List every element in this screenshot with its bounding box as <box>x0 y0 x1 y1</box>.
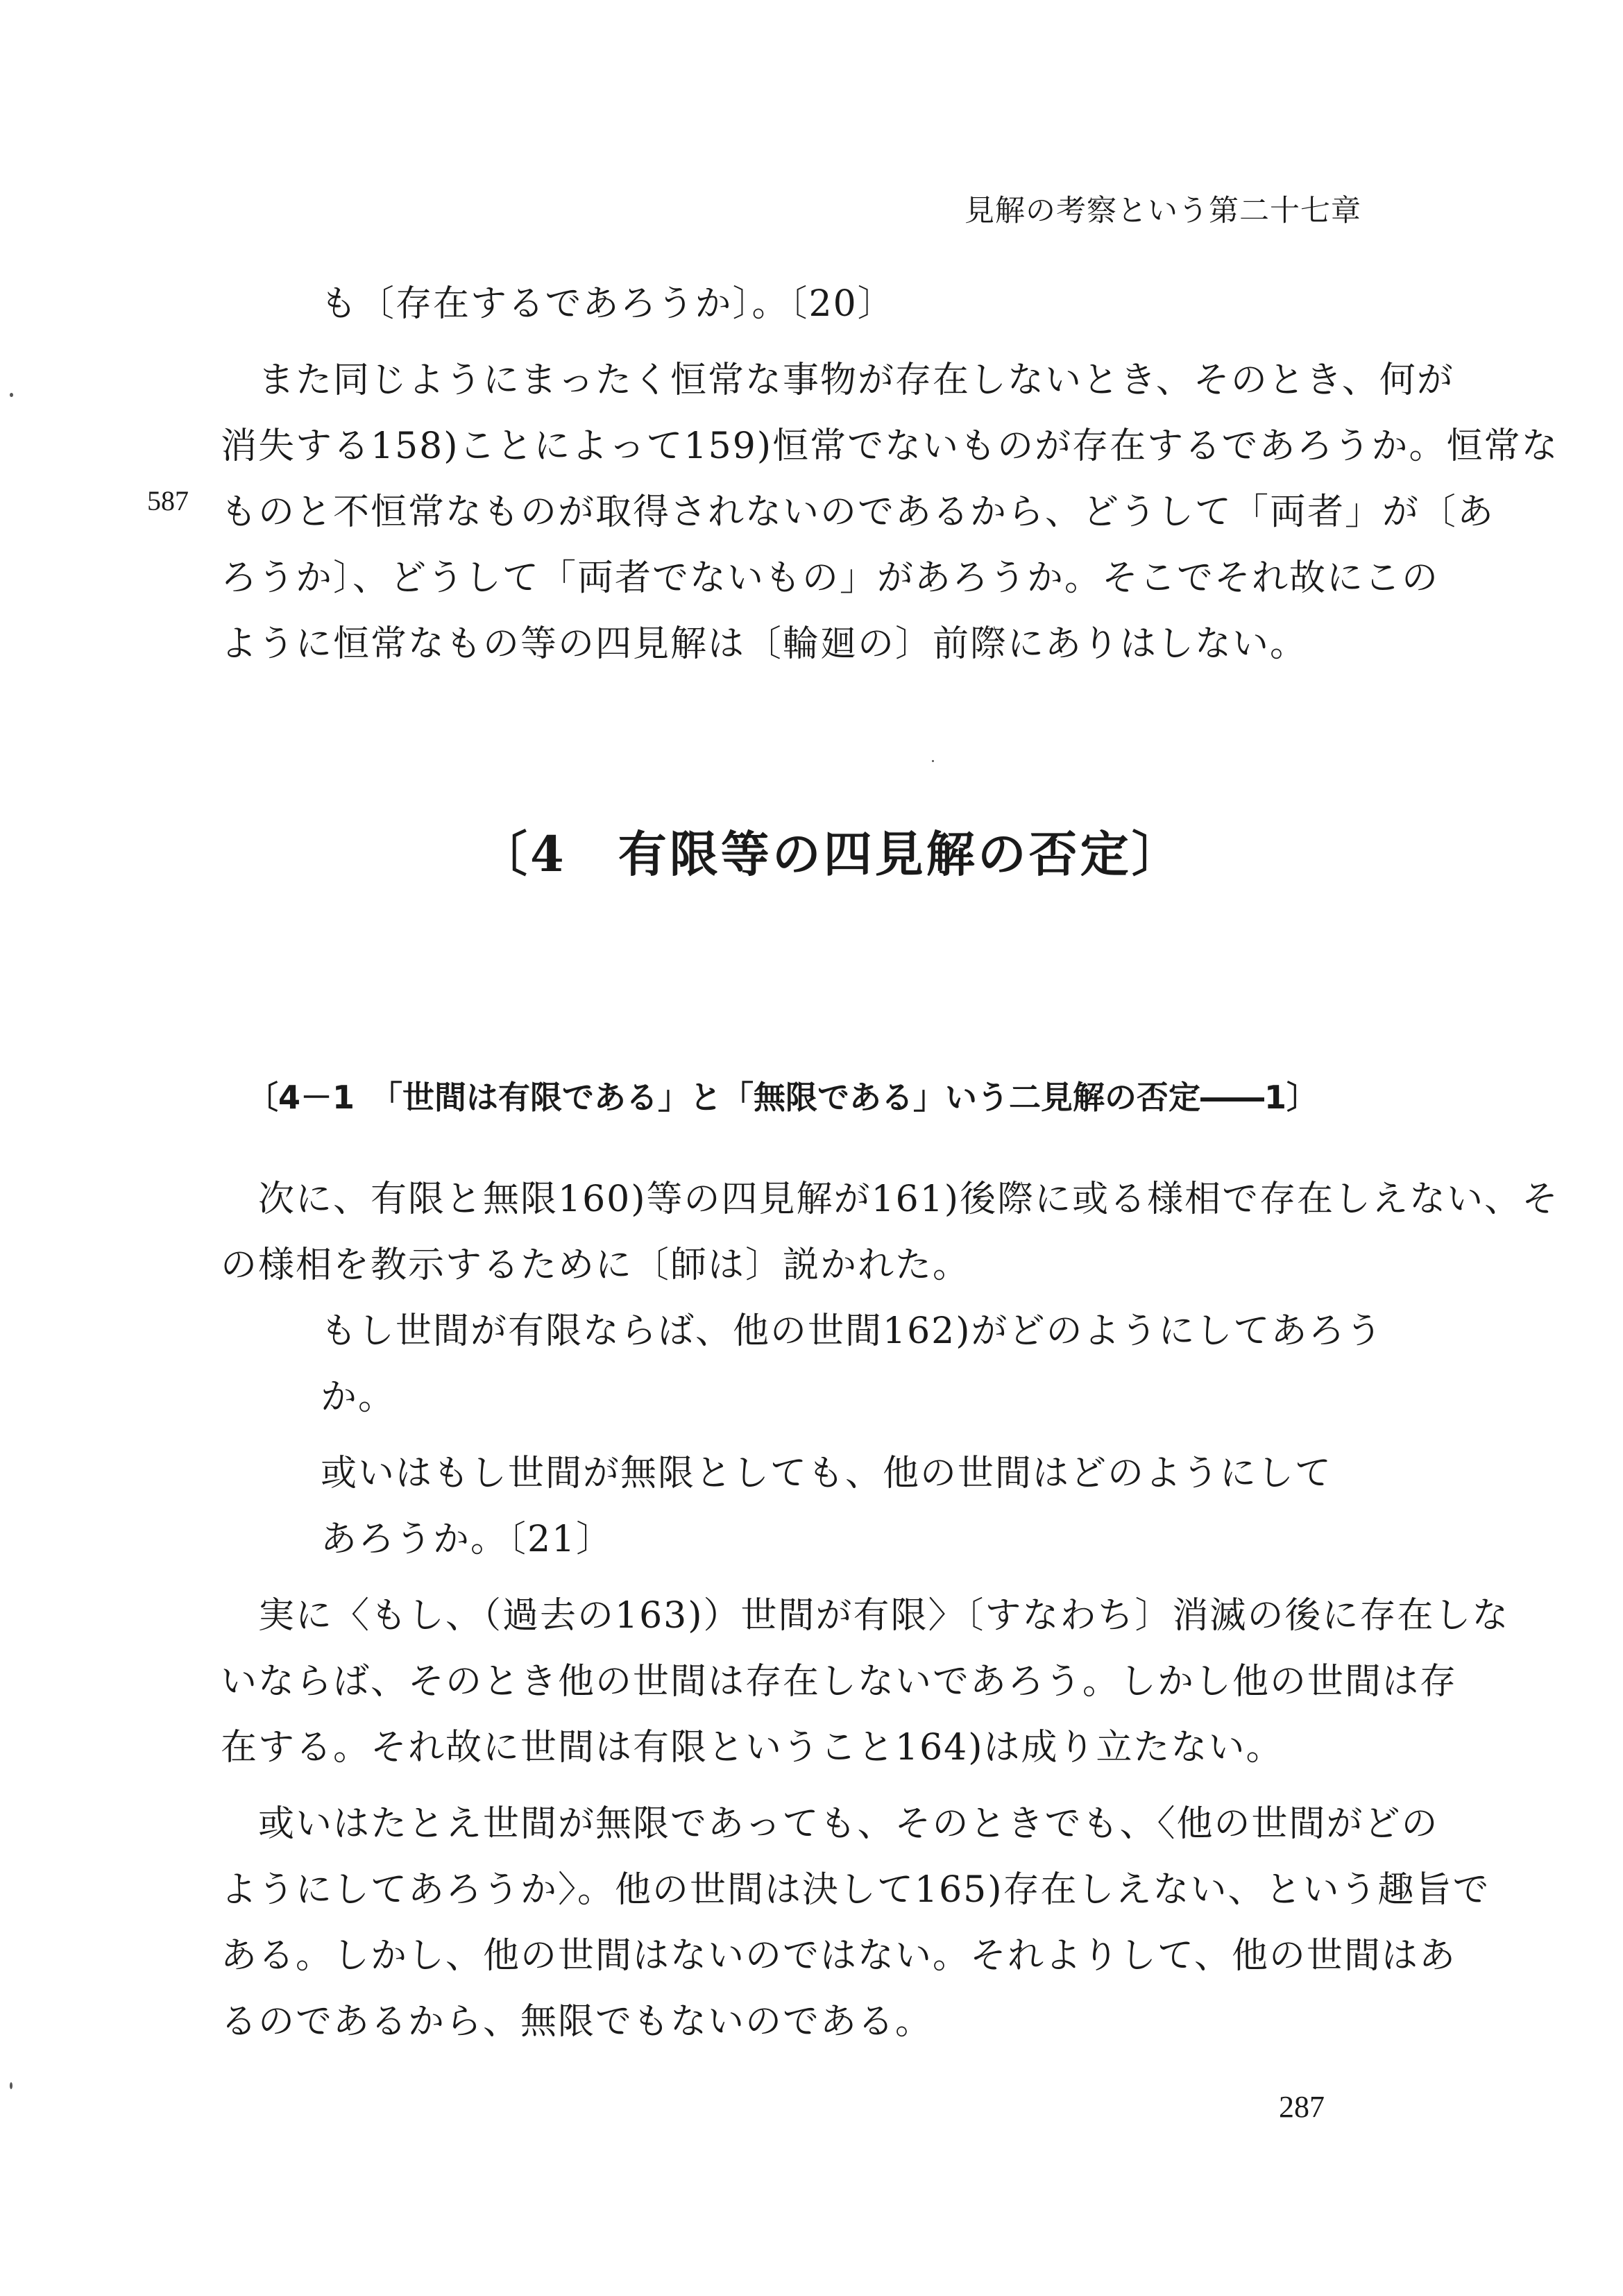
verse-line: あろうか。〔21〕 <box>321 1519 614 1560</box>
text-line: 実に〈もし、（過去の163)）世間が有限〉〔すなわち〕消滅の後に存在しな <box>221 1595 1510 1637</box>
verse-line: 或いはもし世間が無限としても、他の世間はどのようにして <box>321 1453 1333 1494</box>
verse-line: か。 <box>321 1376 396 1418</box>
text-line: ものと不恒常なものが取得されないのであるから、どうして「両者」が〔あ <box>221 491 1495 533</box>
sub-heading: 〔4－1 「世間は有限である」と「無限である」いう二見解の否定――1〕 <box>246 1079 1319 1116</box>
verse-line: もし世間が有限ならば、他の世間162)がどのようにしてあろう <box>321 1310 1384 1352</box>
text-line: いならば、そのとき他の世間は存在しないであろう。しかし他の世間は存 <box>221 1661 1458 1703</box>
scan-speck <box>932 760 934 762</box>
text-line: ようにしてあろうか〉。他の世間は決して165)存在しえない、という趣旨で <box>221 1869 1490 1911</box>
section-heading: 〔4 有限等の四見解の否定〕 <box>479 825 1183 883</box>
text-line: ように恒常なもの等の四見解は〔輪廻の〕前際にありはしない。 <box>221 623 1308 665</box>
text-line: また同じようにまったく恒常な事物が存在しないとき、そのとき、何が <box>221 360 1454 401</box>
text-line: ある。しかし、他の世間はないのではない。それよりして、他の世間はあ <box>221 1935 1456 1977</box>
text-line: るのであるから、無限でもないのである。 <box>221 2001 933 2043</box>
text-line: 或いはたとえ世間が無限であっても、そのときでも、〈他の世間がどの <box>221 1803 1439 1845</box>
margin-line-number: 587 <box>147 485 189 516</box>
text-line: の様相を教示するために〔師は〕説かれた。 <box>221 1244 971 1286</box>
text-line: も〔存在するであろうか〕。〔20〕 <box>321 283 895 325</box>
scan-speck <box>10 393 13 397</box>
text-line: ろうか〕、どうして「両者でないもの」があろうか。そこでそれ故にこの <box>221 557 1440 599</box>
page-number: 287 <box>1279 2090 1325 2124</box>
text-line: 在する。それ故に世間は有限ということ164)は成り立たない。 <box>221 1727 1284 1769</box>
scan-speck <box>10 2082 12 2089</box>
text-line: 次に、有限と無限160)等の四見解が161)後際に或る様相で存在しえない、そ <box>221 1179 1560 1220</box>
running-header: 見解の考察という第二十七章 <box>965 194 1361 228</box>
text-line: 消失する158)ことによって159)恒常でないものが存在するであろうか。恒常な <box>221 425 1559 467</box>
